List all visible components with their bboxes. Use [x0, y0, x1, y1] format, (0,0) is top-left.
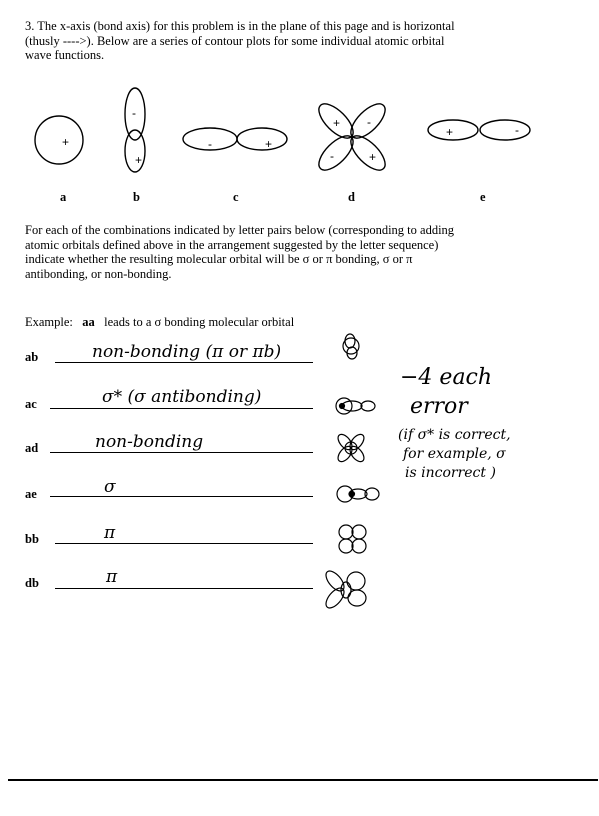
answer-ab: non-bonding (π or πb) [92, 342, 282, 362]
intro-line-3: wave functions. [25, 48, 105, 62]
row-label-bb: bb [25, 532, 39, 546]
instructions-line-1: For each of the combinations indicated by letter pairs below (corresponding to adding [25, 223, 455, 237]
orbital-d-ll-sign: - [330, 149, 334, 163]
answer-ac: σ* (σ antibonding) [102, 387, 262, 407]
row-label-db: db [25, 576, 39, 590]
grader-note-line-5: is incorrect ) [405, 465, 496, 481]
instructions-line-2: atomic orbitals defined above in the arrangement suggested by the letter sequence) [25, 237, 439, 252]
instructions-line-3: indicate whether the resulting molecular orbital will be σ or π bonding, σ or π [25, 252, 413, 266]
orbital-label-e: e [480, 190, 486, 204]
answer-db: π [106, 567, 118, 587]
orbital-b-lower-sign: + [135, 153, 143, 167]
orbital-a-sign: + [62, 135, 70, 149]
sketch-bb [339, 525, 366, 553]
sketch-ae [337, 486, 379, 502]
instructions-line-4: antibonding, or non-bonding. [25, 266, 172, 281]
answer-ad: non-bonding [95, 432, 204, 452]
answer-bb: π [104, 523, 116, 543]
orbital-b-upper-sign: - [132, 106, 136, 120]
orbital-d-ur-sign: - [367, 115, 371, 129]
orbital-d-lr-sign: + [369, 150, 377, 164]
grader-note-line-3: (if σ* is correct, [398, 427, 511, 443]
orbital-label-d: d [348, 190, 355, 204]
orbital-label-c: c [233, 190, 239, 204]
orbital-label-a: a [60, 190, 67, 204]
grader-note-line-2: error [410, 394, 468, 419]
intro-line-1: 3. The x-axis (bond axis) for this problem is in the plane of this page and is horizontal [25, 19, 455, 33]
sketch-ac [336, 398, 375, 414]
orbital-c-right-sign: + [265, 137, 273, 151]
orbital-e-right-sign: - [515, 123, 519, 137]
sketch-ad [335, 432, 366, 464]
answer-ae: σ [104, 477, 116, 497]
row-label-ae: ae [25, 487, 37, 501]
sketch-ab [343, 334, 359, 359]
row-label-ac: ac [25, 397, 37, 411]
example-text: leads to a σ bonding molecular orbital [104, 315, 295, 329]
orbital-d-ul-sign: + [333, 116, 341, 130]
sketch-db [323, 568, 366, 611]
row-label-ad: ad [25, 441, 39, 455]
page-bottom-rule [8, 779, 598, 781]
example-prefix: Example: [25, 315, 73, 329]
row-label-ab: ab [25, 350, 39, 364]
orbital-e-left-sign: + [446, 125, 454, 139]
grader-note-line-4: for example, σ [403, 446, 506, 462]
example-pair: aa [82, 315, 95, 329]
orbital-c-left-sign: - [208, 137, 212, 151]
grader-note-line-1: −4 each [400, 365, 493, 390]
intro-line-2: (thusly ---->). Below are a series of contour plots for some individual atomic orbital [25, 33, 445, 48]
orbital-label-b: b [133, 190, 140, 204]
